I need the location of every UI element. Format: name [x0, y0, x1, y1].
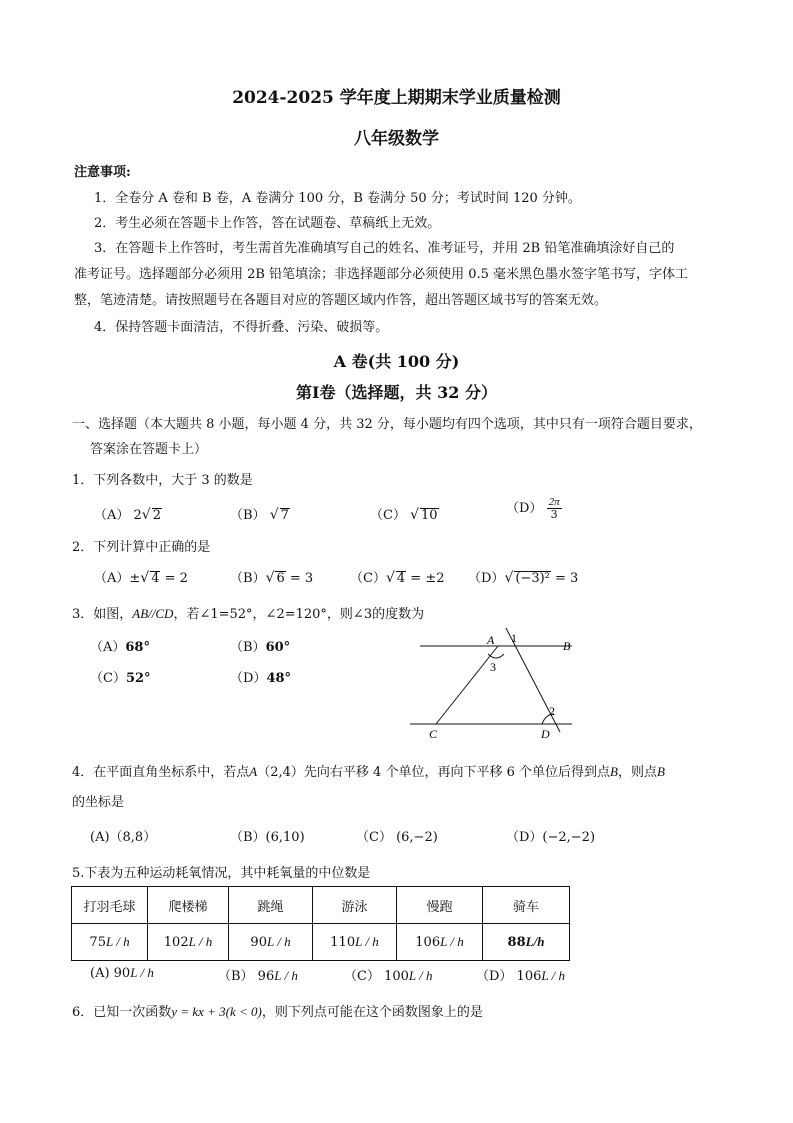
label-c: C — [429, 727, 438, 741]
exam-title: 2024-2025 学年度上期期末学业质量检测 — [232, 88, 561, 108]
q3-option-b: （B）60° — [230, 640, 291, 655]
notice-item-1: 1．全卷分 A 卷和 B 卷，A 卷满分 100 分，B 卷满分 50 分；考试时间 120 分钟。 — [94, 191, 581, 206]
q6-stem: 6．已知一次函数y = kx + 3(k < 0)，则下列点可能在这个函数图象上的是 — [72, 1004, 483, 1020]
q2-stem: 2．下列计算中正确的是 — [72, 540, 211, 555]
q1-option-c: （C） √ 10 — [370, 507, 438, 523]
q5-option-c: （C） 100L / h — [344, 968, 433, 984]
label-b: B — [563, 639, 571, 653]
notice-item-2: 2．考生必须在答题卡上作答，答在试题卷、草稿纸上无效。 — [94, 216, 441, 231]
exam-subtitle: 八年级数学 — [354, 129, 439, 149]
section-a-heading: A 卷(共 100 分) — [333, 352, 460, 371]
angle-3-arc — [488, 654, 504, 658]
q5-stem: 5.下表为五种运动耗氧情况，其中耗氧量的中位数是 — [72, 866, 371, 881]
q1-option-d: （D） $\frac{2\pi}{3}$ — [506, 496, 560, 521]
table-value-cell: 106L / h — [397, 924, 483, 961]
label-d: D — [541, 727, 550, 741]
q4-stem: 4．在平面直角坐标系中，若点A（2,4）先向右平移 4 个单位，再向下平移 6 个单位后得到点B，则点B — [72, 764, 665, 780]
notice-heading: 注意事项: — [74, 165, 131, 180]
table-header-cell: 打羽毛球 — [72, 887, 148, 924]
table-value-cell: 110L / h — [313, 924, 397, 961]
notice-item-3: 3．在答题卡上作答时，考生需首先准确填写自己的姓名、准考证号，并用 2B 铅笔准确填涂好自己的 — [94, 241, 675, 256]
q3-stem: 3．如图，AB//CD，若∠1=52°，∠2=120°，则∠3的度数为 — [72, 606, 425, 622]
table-header-cell: 跳绳 — [229, 887, 313, 924]
table-value-cell: 88L/h — [483, 924, 570, 961]
label-angle-2: 2 — [549, 704, 555, 718]
table-header-cell: 慢跑 — [397, 887, 483, 924]
q1-stem: 1．下列各数中，大于 3 的数是 — [72, 473, 253, 488]
section-1-heading: 第Ⅰ卷（选择题，共 32 分） — [296, 383, 497, 402]
q1-option-a: （A） 2√ 2 — [94, 507, 161, 523]
table-header-cell: 游泳 — [313, 887, 397, 924]
notice-item-4: 4．保持答题卡面清洁，不得折叠、污染、破损等。 — [94, 320, 389, 335]
q4-option-c: （C） (6,−2) — [356, 830, 438, 845]
q5-option-b: （B） 96L / h — [218, 968, 298, 984]
q3-geometry-figure — [410, 624, 580, 749]
table-value-cell: 75L / h — [72, 924, 148, 961]
q5-oxygen-table — [71, 886, 570, 961]
label-angle-1: 1 — [511, 631, 517, 645]
q1-option-b: （B） √ 7 — [230, 507, 289, 523]
q2-option-a: （A）±√ 4 = 2 — [94, 570, 188, 586]
q4-option-b: （B）(6,10) — [230, 830, 305, 845]
table-value-cell: 90L / h — [229, 924, 313, 961]
notice-item-3-cont2: 整，笔迹清楚。请按照题号在各题目对应的答题区域内作答，超出答题区域书写的答案无效。 — [74, 293, 608, 308]
q2-option-d: （D）√ (−3)² = 3 — [468, 570, 579, 586]
label-angle-3: 3 — [490, 660, 496, 674]
table-header-cell: 爬楼梯 — [148, 887, 229, 924]
q2-option-c: （C）√ 4 = ±2 — [350, 570, 445, 586]
q4-option-d: （D）(−2,−2) — [506, 830, 596, 845]
notice-item-3-cont1: 准考证号。选择题部分必须用 2B 铅笔填涂；非选择题部分必须使用 0.5 毫米黑色墨水签字笔书写，字体工 — [74, 267, 689, 282]
q3-option-c: （C）52° — [90, 671, 151, 686]
q4-stem-cont: 的坐标是 — [72, 795, 125, 810]
q3-option-d: （D）48° — [230, 671, 292, 686]
part1-instructions-cont: 答案涂在答题卡上） — [90, 442, 208, 457]
table-value-row — [72, 924, 570, 961]
segment-ac — [436, 646, 498, 724]
label-a: A — [487, 633, 495, 647]
q5-option-d: （D） 106L / h — [476, 968, 565, 984]
q3-option-a: （A）68° — [90, 640, 150, 655]
table-header-row — [72, 887, 570, 924]
table-header-cell: 骑车 — [483, 887, 570, 924]
part1-instructions: 一、选择题（本大题共 8 小题，每小题 4 分，共 32 分，每小题均有四个选项，其中只有一项符合题目要求， — [72, 417, 702, 432]
q4-option-a: (A)（8,8） — [90, 830, 157, 845]
table-value-cell: 102L / h — [148, 924, 229, 961]
q5-option-a: (A) 90L / h — [90, 965, 154, 981]
q2-option-b: （B）√ 6 = 3 — [230, 570, 314, 586]
